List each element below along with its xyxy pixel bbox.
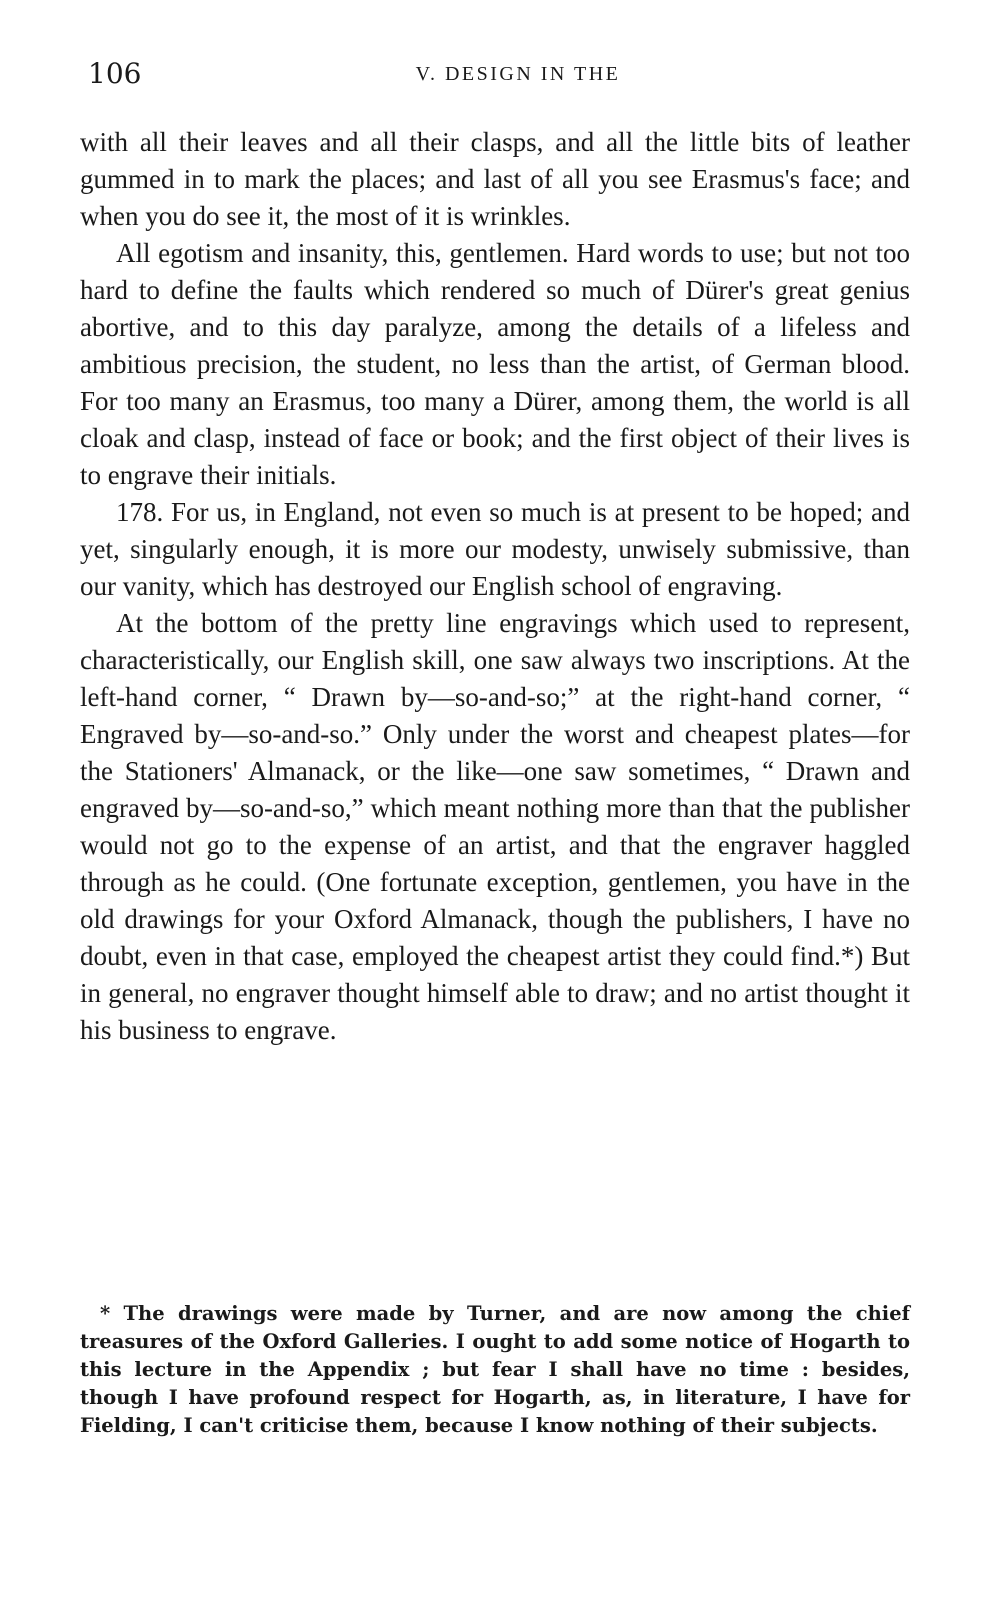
body-text <box>80 124 910 1049</box>
paragraph-inscriptions: At the bottom of the pretty line engravings which used to represent, characteristically, our English skill, one saw always two inscriptions. At the left-hand corner, “ Drawn by—so-and-so;” at the right-hand corner, “ Engraved by—so-and-so.” Only under the worst and cheapest plates—for the Stationers' Almanack, or the like—one saw sometimes, “ Drawn and engraved by—so-and-so,” which meant nothing more than that the publisher would not go to the expense of an artist, and that the engraver haggled through as he could. (One fortunate exception, gentlemen, you have in the old drawings for your Oxford Almanack, though the publishers, I have no doubt, even in that case, employed the cheapest artist they could find.*) But in general, no engraver thought himself able to draw; and no artist thought it his business to engrave. <box>80 608 910 1045</box>
footnote-text: * The drawings were made by Turner, and are now among the chief treasures of the Oxford Galleries. I ought to add some notice of Hogarth to this lecture in the Appendix ; but fear I shall have no time : besides, though I have profound respect for Hogarth, as, in literature, I have for Fielding, I can't criticise them, because I know nothing of their subjects. <box>80 1302 910 1437</box>
paragraph-178: 178. For us, in England, not even so much is at present to be hoped; and yet, singularly enough, it is more our modesty, unwisely submissive, than our vanity, which has destroyed our English school of engraving. <box>80 497 910 601</box>
running-title: V. DESIGN IN THE <box>415 63 621 85</box>
page-number: 106 <box>88 57 142 90</box>
paragraph-egotism: All egotism and insanity, this, gentlemen. Hard words to use; but not too hard to define the faults which rendered so much of Dürer's great genius abortive, and to this day paralyze, among the details of a lifeless and ambitious precision, the student, no less than the artist, of German blood. For too many an Erasmus, too many a Dürer, among them, the world is all cloak and clasp, instead of face or book; and the first object of their lives is to engrave their initials. <box>80 238 910 490</box>
running-head <box>88 52 908 96</box>
footnote <box>80 1300 910 1440</box>
paragraph-continuation: with all their leaves and all their clasps, and all the little bits of leather gummed in to mark the places; and last of all you see Erasmus's face; and when you do see it, the most of it is wrinkles. <box>80 127 910 231</box>
